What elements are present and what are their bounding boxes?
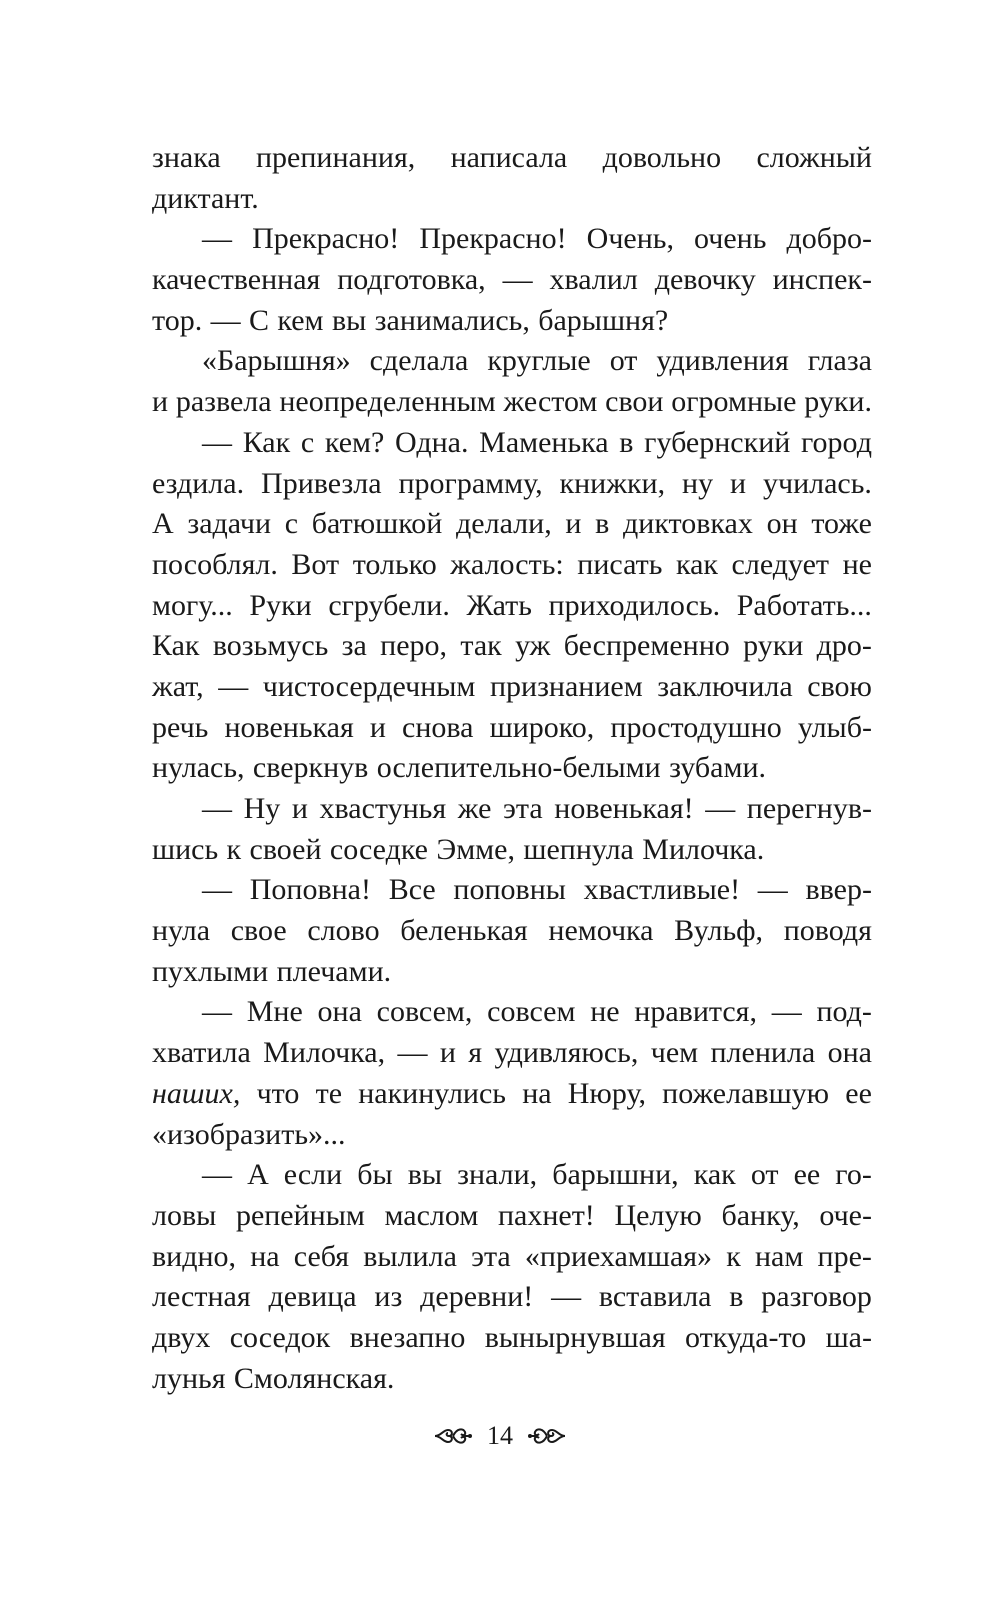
word: ослепительно-белыми: [376, 751, 661, 785]
word: Мне: [246, 995, 303, 1029]
text-line: [152, 504, 872, 545]
word: —: [202, 995, 232, 1029]
word: Вот: [291, 547, 340, 581]
word: Все: [388, 873, 436, 907]
word: жестом: [503, 385, 598, 419]
word: себя: [293, 1239, 350, 1273]
word: возьмусь: [212, 629, 329, 663]
left-flourish-icon: [433, 1423, 473, 1449]
word: из: [374, 1280, 403, 1314]
word: развела: [175, 385, 272, 419]
word: —: [202, 1158, 232, 1192]
word: от: [609, 344, 638, 378]
word: свои: [605, 385, 664, 419]
word: двух: [152, 1320, 211, 1354]
word: под-: [816, 995, 872, 1029]
word: Нюру,: [567, 1076, 646, 1110]
word: «Барышня»: [202, 344, 351, 378]
word: в: [595, 507, 610, 541]
word: оче-: [819, 1198, 872, 1232]
word: перегнув-: [746, 792, 872, 825]
page-footer: [0, 1416, 1000, 1456]
word: на: [522, 1076, 552, 1110]
text-line: [152, 952, 872, 993]
text-line: [152, 464, 872, 505]
word: барышни,: [552, 1158, 679, 1192]
word: банку,: [721, 1198, 800, 1232]
word: удивления: [656, 344, 789, 378]
word: откуда-то: [684, 1320, 807, 1354]
word: простодушно: [610, 710, 782, 744]
word: тоже: [811, 507, 872, 541]
word: хвастливые!: [583, 873, 741, 907]
word: могу...: [152, 588, 233, 622]
word: и: [291, 792, 308, 825]
word: репейным: [235, 1198, 365, 1232]
word: —: [210, 303, 241, 337]
word: не: [842, 547, 872, 581]
word: круглые: [487, 344, 591, 378]
word: своей: [249, 832, 322, 866]
word: девица: [268, 1280, 357, 1314]
word: руки: [743, 629, 804, 663]
word: делали,: [456, 507, 552, 541]
word: —: [202, 222, 232, 256]
word: «приехамшая»: [524, 1239, 713, 1273]
word: Смолянская.: [233, 1361, 395, 1395]
text-line: [152, 1359, 872, 1400]
word: сверкнув: [252, 751, 369, 785]
word: Милочка.: [642, 832, 765, 866]
word: и: [730, 466, 747, 500]
word: губернский: [644, 425, 791, 459]
word: —: [771, 995, 802, 1029]
word: совсем: [487, 995, 576, 1029]
word: девочку: [654, 263, 756, 297]
word: Милочка,: [263, 1036, 386, 1070]
word: ловы: [152, 1198, 217, 1232]
word: поповны: [453, 873, 566, 907]
word: хвастунья: [319, 792, 447, 825]
word: как: [693, 1158, 736, 1192]
word: так: [460, 629, 502, 663]
word: диктовках: [623, 507, 753, 541]
word: пухлыми: [152, 954, 269, 988]
word: беспременно: [563, 629, 730, 663]
word: нулась,: [152, 751, 245, 785]
text-line: [152, 260, 872, 301]
word: писать: [577, 547, 663, 581]
word: свою: [807, 669, 872, 703]
right-flourish-icon: [527, 1423, 567, 1449]
word: ее: [845, 1076, 872, 1110]
word: не: [590, 995, 620, 1029]
word: сложный: [756, 141, 872, 174]
word: Привезла: [261, 466, 382, 500]
word: шись: [152, 832, 219, 866]
word: ну: [682, 466, 714, 500]
word: дро-: [816, 629, 872, 663]
word: Эмме,: [436, 832, 515, 866]
word: Маменька: [479, 425, 609, 459]
text-line: [152, 1033, 872, 1074]
word: чистосердечным: [262, 669, 476, 703]
word: Прекрасно!: [252, 222, 400, 256]
word: и: [565, 507, 582, 541]
word: препинания,: [256, 141, 416, 174]
word: вставила: [598, 1280, 712, 1314]
word: задачи: [187, 507, 272, 541]
word: эта: [503, 792, 543, 825]
word: снова: [402, 710, 474, 744]
word: пленила: [710, 1036, 816, 1070]
word: же: [457, 792, 492, 825]
word: —: [551, 1280, 582, 1314]
word: программу,: [398, 466, 543, 500]
text-line: [152, 1237, 872, 1278]
word: она: [827, 1036, 872, 1070]
text-line: [152, 586, 872, 627]
book-page-text: [152, 138, 872, 1399]
word: Очень,: [586, 222, 674, 256]
text-line: [152, 301, 872, 342]
word: «изобразить»...: [152, 1117, 346, 1151]
word: на: [250, 1239, 280, 1273]
word: знака: [152, 141, 221, 174]
word: разговор: [761, 1280, 872, 1314]
word: и: [369, 710, 386, 744]
word: глаза: [807, 344, 872, 378]
word: к: [726, 1239, 741, 1273]
word: Ну: [243, 792, 281, 825]
word: пахнет!: [497, 1198, 595, 1232]
word: с: [284, 507, 299, 541]
word: лунья: [152, 1361, 226, 1395]
word: соседок: [229, 1320, 331, 1354]
word: пособлял.: [152, 547, 278, 581]
word: инспек-: [772, 263, 872, 297]
text-line: [152, 423, 872, 464]
word: качественная: [152, 263, 321, 297]
word: пре-: [817, 1239, 872, 1273]
word: Вульф,: [674, 914, 764, 948]
word: нравится,: [634, 995, 757, 1029]
word: и: [439, 1036, 456, 1070]
text-line: [152, 992, 872, 1033]
word: немочка: [548, 914, 654, 948]
word: ввер-: [805, 873, 872, 907]
text-line: [152, 708, 872, 749]
word: свое: [230, 914, 287, 948]
word: —: [757, 873, 788, 907]
word: следует: [731, 547, 830, 581]
word: уж: [515, 629, 551, 663]
word: Жать: [466, 588, 532, 622]
word: Как: [242, 425, 291, 459]
text-line: [152, 1196, 872, 1237]
word: вы: [331, 303, 367, 337]
word: что: [256, 1076, 300, 1110]
word: —: [705, 792, 736, 825]
word: Целую: [614, 1198, 702, 1232]
word: хвалил: [549, 263, 638, 297]
word: улыб-: [797, 710, 872, 744]
word: признанием: [489, 669, 643, 703]
word: —: [202, 792, 232, 825]
word: в: [729, 1280, 744, 1314]
word: сгрубели.: [328, 588, 450, 622]
word: го-: [835, 1158, 872, 1192]
word: маслом: [384, 1198, 479, 1232]
word: совсем,: [376, 995, 473, 1029]
word: написала: [450, 141, 568, 174]
word: соседке: [329, 832, 428, 866]
text-line: [152, 545, 872, 586]
text-line: [152, 1074, 872, 1115]
word: деревни!: [420, 1280, 534, 1314]
word: заключила: [657, 669, 793, 703]
word: нaших,: [152, 1076, 241, 1110]
word: в: [619, 425, 634, 459]
word: —: [397, 1036, 428, 1070]
word: довольно: [602, 141, 722, 174]
word: если: [283, 1158, 343, 1192]
word: ездила.: [152, 466, 245, 500]
word: видно,: [152, 1239, 237, 1273]
text-line: [152, 870, 872, 911]
word: барышня?: [538, 303, 669, 337]
word: А: [152, 507, 174, 541]
word: хватила: [152, 1036, 251, 1070]
word: Руки: [249, 588, 312, 622]
word: накинулись: [358, 1076, 506, 1110]
text-line: [152, 1318, 872, 1359]
word: нам: [754, 1239, 804, 1273]
word: вы: [407, 1158, 443, 1192]
word: Работать...: [736, 588, 872, 622]
word: шепнула: [523, 832, 634, 866]
word: к: [226, 832, 242, 866]
word: чем: [650, 1036, 699, 1070]
word: он: [766, 507, 798, 541]
word: эта: [471, 1239, 511, 1273]
word: Одна.: [395, 425, 469, 459]
word: очень: [694, 222, 767, 256]
page-number: 14: [487, 1421, 513, 1450]
word: —: [202, 873, 232, 907]
word: как: [675, 547, 718, 581]
word: Поповна!: [249, 873, 371, 907]
word: плечами.: [276, 954, 392, 988]
word: сделала: [369, 344, 469, 378]
word: ша-: [825, 1320, 872, 1354]
word: беленькая: [400, 914, 528, 948]
word: —: [218, 669, 249, 703]
word: город: [801, 425, 872, 459]
text-line: [152, 667, 872, 708]
word: подготовка,: [337, 263, 486, 297]
word: с: [300, 425, 315, 459]
word: жат,: [152, 669, 204, 703]
text-line: [152, 789, 872, 830]
text-line: [152, 830, 872, 871]
word: А: [247, 1158, 269, 1192]
word: Как: [152, 629, 200, 663]
word: новенькая: [224, 710, 354, 744]
word: диктант.: [152, 181, 259, 215]
word: поводя: [783, 914, 872, 948]
word: неопределенным: [279, 385, 496, 419]
word: она: [317, 995, 362, 1029]
word: —: [502, 263, 533, 297]
word: удивляюсь,: [494, 1036, 639, 1070]
word: знали,: [457, 1158, 538, 1192]
word: слово: [307, 914, 380, 948]
word: нула: [152, 914, 211, 948]
word: за: [341, 629, 367, 663]
word: ее: [793, 1158, 821, 1192]
text-line: [152, 911, 872, 952]
word: зубами.: [669, 751, 767, 785]
word: руки.: [804, 385, 872, 419]
word: Прекрасно!: [419, 222, 567, 256]
text-line: [152, 382, 872, 423]
word: тор.: [152, 303, 203, 337]
word: перо,: [380, 629, 448, 663]
word: и: [152, 385, 169, 419]
word: кем: [277, 303, 324, 337]
word: С: [249, 303, 270, 337]
word: книжки,: [559, 466, 666, 500]
word: бы: [357, 1158, 393, 1192]
text-line: [152, 341, 872, 382]
text-line: [152, 1155, 872, 1196]
word: широко,: [489, 710, 595, 744]
word: вынырнувшая: [484, 1320, 666, 1354]
text-line: [152, 1277, 872, 1318]
word: те: [315, 1076, 343, 1110]
word: —: [202, 425, 232, 459]
word: я: [468, 1036, 483, 1070]
text-line: [152, 138, 872, 179]
word: занимались,: [374, 303, 530, 337]
word: лестная: [152, 1280, 251, 1314]
text-line: [152, 626, 872, 667]
word: от: [750, 1158, 779, 1192]
text-line: [152, 179, 872, 220]
word: батюшкой: [311, 507, 443, 541]
text-line: [152, 1115, 872, 1156]
word: кем?: [324, 425, 385, 459]
word: пожелавшую: [662, 1076, 830, 1110]
word: жалость:: [450, 547, 564, 581]
word: только: [352, 547, 437, 581]
word: речь: [152, 710, 209, 744]
word: добро-: [786, 222, 872, 256]
text-line: [152, 748, 872, 789]
word: училась.: [762, 466, 872, 500]
word: новенькая!: [554, 792, 694, 825]
word: приходилось.: [548, 588, 721, 622]
word: вылила: [363, 1239, 457, 1273]
text-line: [152, 219, 872, 260]
word: внезапно: [349, 1320, 466, 1354]
word: огромные: [671, 385, 797, 419]
